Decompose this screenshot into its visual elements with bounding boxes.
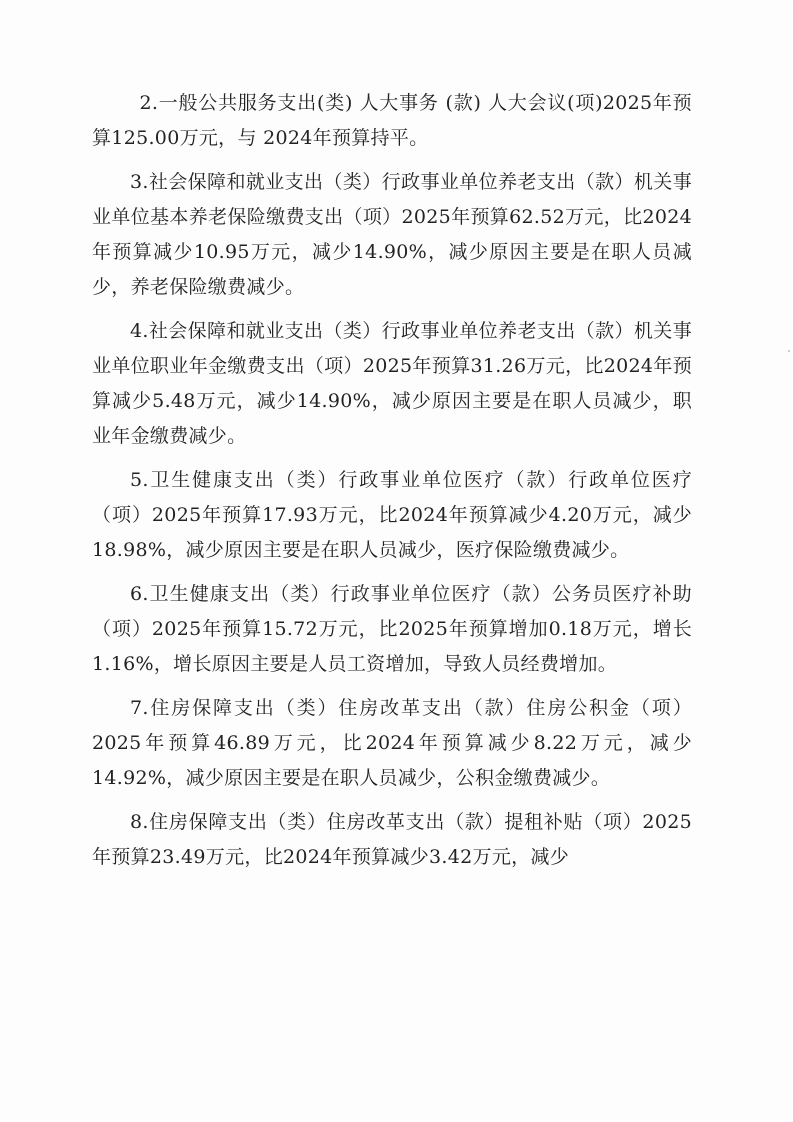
paragraph-item-3: 3.社会保障和就业支出（类）行政事业单位养老支出（款）机关事业单位基本养老保险缴费支出（项）2025年预算62.52万元，比2024年预算减少10.95万元，减少14.90%，减少原因主要是在职人员减少，养老保险缴费减少。 — [92, 171, 692, 298]
scan-speck — [788, 350, 790, 352]
document-body — [92, 86, 692, 884]
paragraph-item-8: 8.住房保障支出（类）住房改革支出（款）提租补贴（项）2025年预算23.49万元，比2024年预算减少3.42万元，减少 — [92, 811, 692, 868]
paragraph-item-5: 5.卫生健康支出（类）行政事业单位医疗（款）行政单位医疗（项）2025年预算17.93万元，比2024年预算减少4.20万元，减少18.98%，减少原因主要是在职人员减少，医疗保险缴费减少。 — [92, 469, 692, 561]
paragraph-item-7: 7.住房保障支出（类）住房改革支出（款）住房公积金（项）2025年预算46.89万元，比2024年预算减少8.22万元，减少14.92%，减少原因主要是在职人员减少，公积金缴费减少。 — [92, 697, 692, 789]
paragraph-item-2: 2.一般公共服务支出(类) 人大事务 (款) 人大会议(项)2025年预算125.00万元，与 2024年预算持平。 — [92, 92, 692, 149]
paragraph-item-6: 6.卫生健康支出（类）行政事业单位医疗（款）公务员医疗补助（项）2025年预算15.72万元，比2025年预算增加0.18万元，增长1.16%，增长原因主要是人员工资增加，导致人员经费增加。 — [92, 583, 692, 675]
paragraph-item-4: 4.社会保障和就业支出（类）行政事业单位养老支出（款）机关事业单位职业年金缴费支出（项）2025年预算31.26万元，比2024年预算减少5.48万元，减少14.90%，减少原因主要是在职人员减少，职业年金缴费减少。 — [92, 320, 692, 447]
